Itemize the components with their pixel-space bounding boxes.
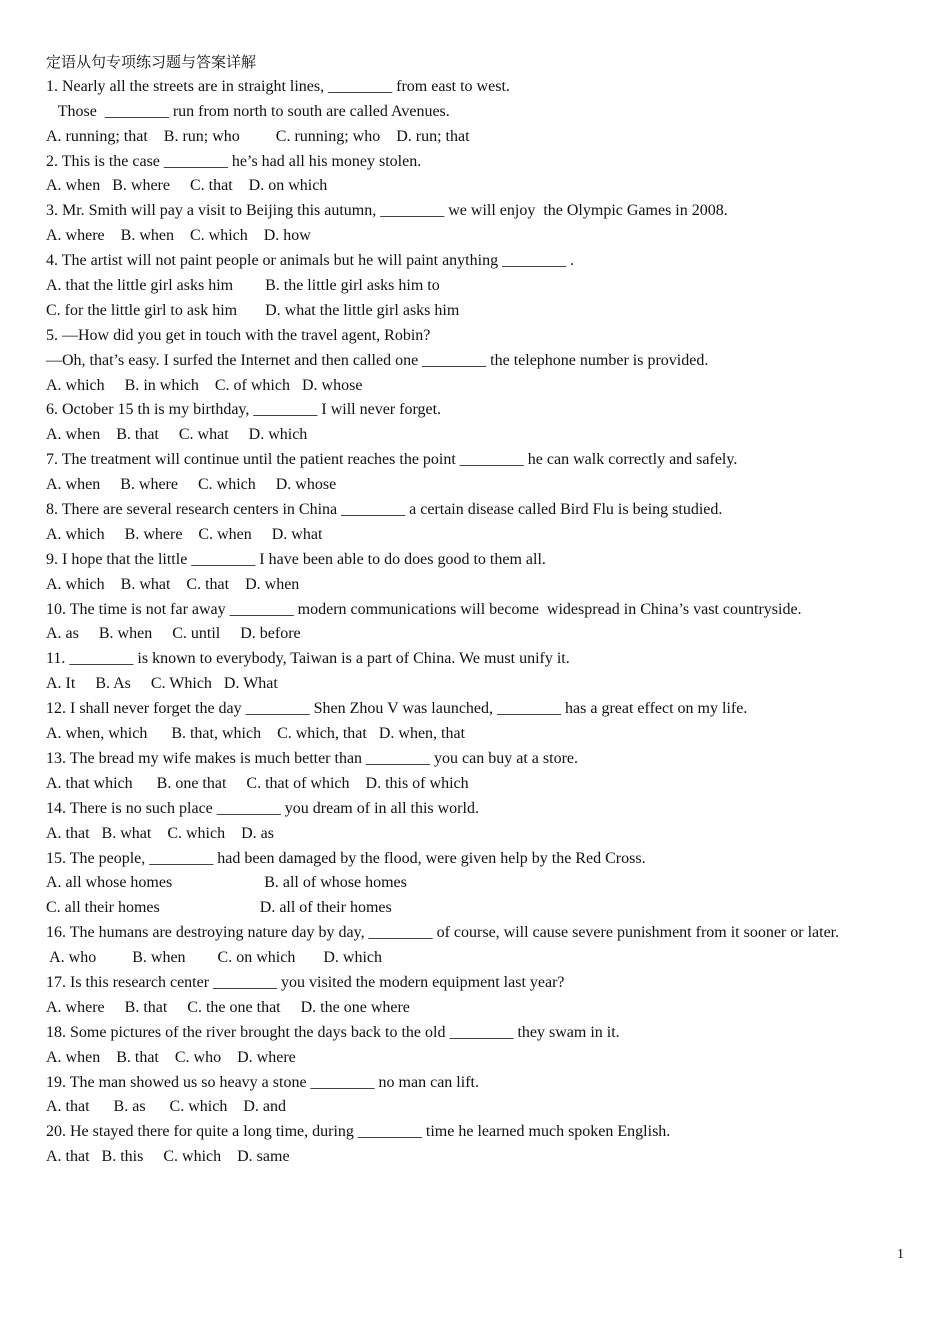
answer-options-line: A. that the little girl asks him B. the little girl asks him to bbox=[46, 277, 440, 295]
answer-options-line: A. which B. what C. that D. when bbox=[46, 575, 300, 593]
answer-options-line: A. who B. when C. on which D. which bbox=[46, 949, 382, 967]
question-line: 15. The people, ________ had been damaged by the flood, were given help by the Red Cross. bbox=[46, 849, 646, 867]
question-line: 3. Mr. Smith will pay a visit to Beijing this autumn, ________ we will enjoy the Olympic Games in 2008. bbox=[46, 202, 728, 220]
question-line: 5. —How did you get in touch with the travel agent, Robin? bbox=[46, 326, 431, 344]
question-line: —Oh, that’s easy. I surfed the Internet and then called one ________ the telephone number is provided. bbox=[46, 351, 709, 369]
question-line: 14. There is no such place ________ you dream of in all this world. bbox=[46, 799, 479, 817]
answer-options-line: A. which B. in which C. of which D. whose bbox=[46, 376, 363, 394]
question-line: 9. I hope that the little ________ I have been able to do does good to them all. bbox=[46, 550, 546, 568]
question-line: 16. The humans are destroying nature day by day, ________ of course, will cause severe punishment from it sooner or later. bbox=[46, 924, 840, 942]
question-line: 6. October 15 th is my birthday, ________ I will never forget. bbox=[46, 401, 442, 419]
answer-options-line: A. that which B. one that C. that of which D. this of which bbox=[46, 774, 469, 792]
question-line: 20. He stayed there for quite a long time, during ________ time he learned much spoken English. bbox=[46, 1123, 671, 1141]
answer-options-line: A. when B. that C. who D. where bbox=[46, 1048, 296, 1066]
answer-options-line: A. where B. when C. which D. how bbox=[46, 227, 311, 245]
answer-options-line: C. for the little girl to ask him D. what the little girl asks him bbox=[46, 301, 460, 319]
answer-options-line: A. that B. as C. which D. and bbox=[46, 1098, 286, 1116]
answer-options-line: C. all their homes D. all of their homes bbox=[46, 899, 392, 917]
question-line: 13. The bread my wife makes is much better than ________ you can buy at a store. bbox=[46, 749, 579, 767]
question-line: 8. There are several research centers in China ________ a certain disease called Bird Flu is being studied. bbox=[46, 501, 723, 519]
question-line: 4. The artist will not paint people or animals but he will paint anything ________ . bbox=[46, 252, 575, 270]
answer-options-line: A. where B. that C. the one that D. the one where bbox=[46, 998, 410, 1016]
question-line: 7. The treatment will continue until the patient reaches the point ________ he can walk correctly and safely. bbox=[46, 451, 738, 469]
answer-options-line: A. when B. where C. that D. on which bbox=[46, 177, 328, 195]
answer-options-line: A. that B. what C. which D. as bbox=[46, 824, 274, 842]
answer-options-line: A. It B. As C. Which D. What bbox=[46, 675, 278, 693]
answer-options-line: A. which B. where C. when D. what bbox=[46, 525, 323, 543]
answer-options-line: A. when, which B. that, which C. which, that D. when, that bbox=[46, 725, 466, 743]
question-line: 19. The man showed us so heavy a stone ________ no man can lift. bbox=[46, 1073, 479, 1091]
question-line: 2. This is the case ________ he’s had all his money stolen. bbox=[46, 152, 422, 170]
answer-options-line: A. running; that B. run; who C. running; who D. run; that bbox=[46, 127, 470, 145]
question-line: Those ________ run from north to south are called Avenues. bbox=[46, 102, 450, 120]
page-number: 1 bbox=[897, 1247, 904, 1262]
question-line: 1. Nearly all the streets are in straight lines, ________ from east to west. bbox=[46, 77, 510, 95]
question-line: 17. Is this research center ________ you visited the modern equipment last year? bbox=[46, 973, 565, 991]
answer-options-line: A. when B. that C. what D. which bbox=[46, 426, 308, 444]
document-title: 定语从句专项练习题与答案详解 bbox=[46, 53, 257, 71]
answer-options-line: A. as B. when C. until D. before bbox=[46, 625, 301, 643]
question-list bbox=[46, 75, 916, 1170]
answer-options-line: A. that B. this C. which D. same bbox=[46, 1148, 290, 1166]
answer-options-line: A. when B. where C. which D. whose bbox=[46, 476, 337, 494]
answer-options-line: A. all whose homes B. all of whose homes bbox=[46, 874, 407, 892]
question-line: 18. Some pictures of the river brought the days back to the old ________ they swam in it. bbox=[46, 1023, 620, 1041]
question-line: 11. ________ is known to everybody, Taiwan is a part of China. We must unify it. bbox=[46, 650, 570, 668]
document-page bbox=[46, 50, 916, 1170]
question-line: 12. I shall never forget the day ________ Shen Zhou V was launched, ________ has a great effect on my life. bbox=[46, 700, 748, 718]
question-line: 10. The time is not far away ________ modern communications will become widespread in China’s vast countryside. bbox=[46, 600, 802, 618]
